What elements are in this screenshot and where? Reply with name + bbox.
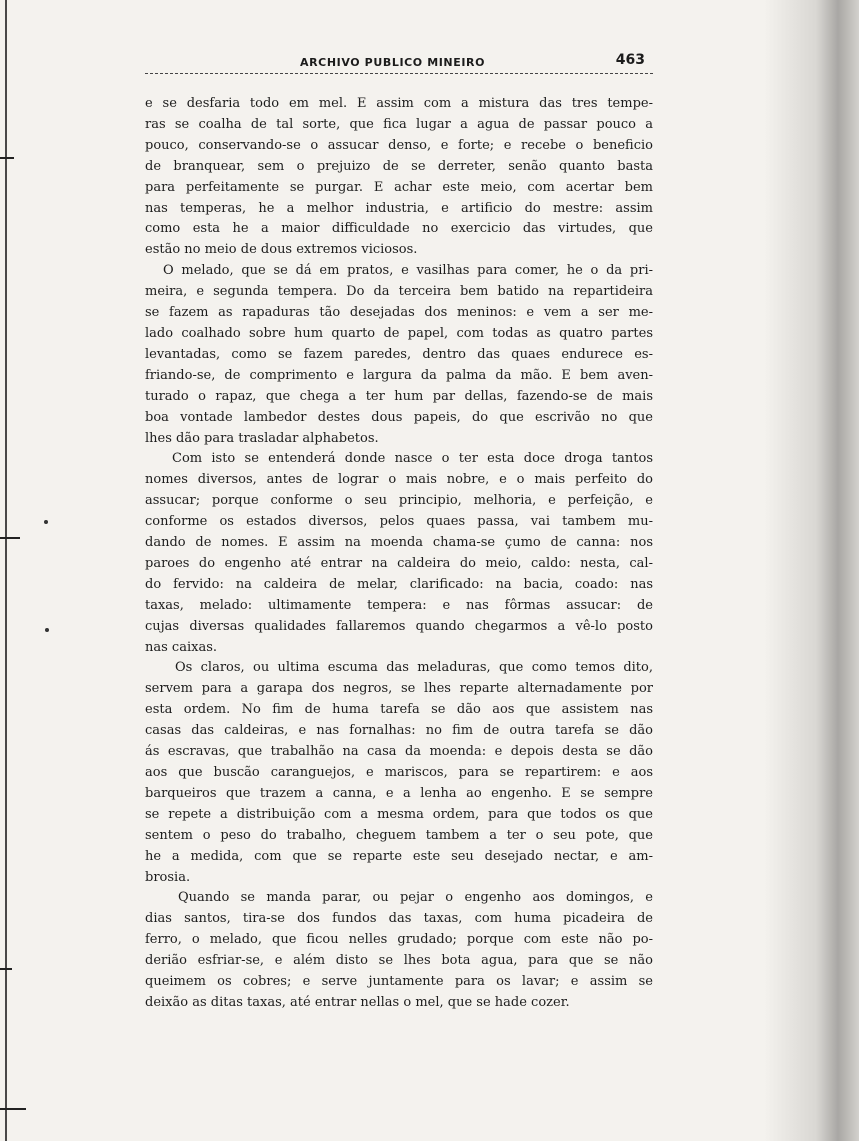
text-line: brosia. bbox=[145, 869, 191, 885]
margin-speck bbox=[45, 628, 49, 632]
text-line: e se desfaria todo em mel. E assim com a mistura das tres tempe- bbox=[145, 96, 653, 111]
text-line: esta ordem. No fim de huma tarefa se dão aos que assistem nas bbox=[145, 702, 653, 718]
text-line: assucar; porque conforme o seu principio, melhoria, e perfeição, e bbox=[145, 493, 653, 509]
text-line: levantadas, como se fazem paredes, dentro das quaes endurece es- bbox=[145, 346, 653, 362]
text-line: friando-se, de comprimento e largura da palma da mão. E bem aven- bbox=[145, 367, 653, 383]
text-line: boa vontade lambedor destes dous papeis, do que escrivão no que bbox=[145, 409, 653, 425]
text-line: casas das caldeiras, e nas fornalhas: no fim de outra tarefa se dão bbox=[145, 723, 653, 739]
margin-speck bbox=[44, 520, 48, 524]
text-line: Os claros, ou ultima escuma das meladuras, que como temos dito, bbox=[175, 660, 653, 676]
text-line: conforme os estados diversos, pelos quaes passa, vai tambem mu- bbox=[145, 514, 653, 530]
page-edge-shadow bbox=[764, 0, 859, 1141]
paragraph bbox=[145, 658, 653, 888]
text-line: ás escravas, que trabalhão na casa da moenda: e depois desta se dão bbox=[145, 744, 653, 760]
paragraph bbox=[145, 94, 653, 261]
text-line: O melado, que se dá em pratos, e vasilhas para comer, he o da pri- bbox=[163, 263, 653, 279]
text-line: barqueiros que trazem a canna, e a lenha ao engenho. E se sempre bbox=[145, 785, 653, 801]
header-rule bbox=[145, 73, 653, 74]
text-line: he a medida, com que se reparte este seu desejado nectar, e am- bbox=[145, 848, 653, 864]
text-line: estão no meio de dous extremos viciosos. bbox=[145, 242, 418, 258]
paragraph bbox=[145, 449, 653, 658]
binding-tick-mark bbox=[0, 537, 20, 539]
text-line: Com isto se entenderá donde nasce o ter esta doce droga tantos bbox=[172, 451, 653, 467]
body-text bbox=[145, 94, 653, 1014]
binding-tick-mark bbox=[0, 968, 12, 970]
text-line: dias santos, tira-se dos fundos das taxas, com huma picadeira de bbox=[145, 911, 653, 927]
binding-tick-mark bbox=[0, 157, 14, 159]
text-line: se repete a distribuição com a mesma ordem, para que todos os que bbox=[145, 806, 653, 822]
text-line: turado o rapaz, que chega a ter hum par dellas, fazendo-se de mais bbox=[145, 388, 653, 404]
text-line: lado coalhado sobre hum quarto de papel, com todas as quatro partes bbox=[145, 325, 653, 341]
text-line: Quando se manda parar, ou pejar o engenho aos domingos, e bbox=[178, 890, 653, 906]
running-header bbox=[145, 52, 653, 74]
running-header-title: ARCHIVO PUBLICO MINEIRO bbox=[300, 56, 486, 69]
text-line: ferro, o melado, que ficou nelles grudado; porque com este não po- bbox=[145, 932, 653, 948]
text-line: taxas, melado: ultimamente tempera: e nas fôrmas assucar: de bbox=[145, 597, 653, 613]
paragraph bbox=[145, 261, 653, 449]
paragraph bbox=[145, 888, 653, 1013]
text-line: dando de nomes. E assim na moenda chama-se çumo de canna: nos bbox=[145, 535, 653, 551]
text-line: derião esfriar-se, e além disto se lhes bota agua, para que se não bbox=[145, 953, 653, 969]
text-line: meira, e segunda tempera. Do da terceira bem batido na repartideira bbox=[145, 284, 653, 300]
page-number: 463 bbox=[615, 52, 645, 68]
binding-tick-mark bbox=[0, 1108, 26, 1110]
text-line: nomes diversos, antes de lograr o mais nobre, e o mais perfeito do bbox=[145, 472, 653, 488]
text-line: deixão as ditas taxas, até entrar nellas o mel, que se hade cozer. bbox=[145, 994, 570, 1010]
text-line: como esta he a maior difficuldade no exercicio das virtudes, que bbox=[145, 221, 653, 237]
text-line: se fazem as rapaduras tão desejadas dos meninos: e vem a ser me- bbox=[145, 305, 653, 321]
text-line: lhes dão para trasladar alphabetos. bbox=[145, 430, 379, 446]
text-line: servem para a garapa dos negros, se lhes reparte alternadamente por bbox=[145, 681, 653, 697]
text-line: do fervido: na caldeira de melar, clarificado: na bacia, coado: nas bbox=[145, 576, 653, 592]
text-line: aos que buscão caranguejos, e mariscos, para se repartirem: e aos bbox=[145, 765, 653, 780]
text-line: pouco, conservando-se o assucar denso, e forte; e recebe o beneficio bbox=[145, 137, 653, 153]
text-line: ras se coalha de tal sorte, que fica lugar a agua de passar pouco a bbox=[145, 116, 653, 132]
text-line: paroes do engenho até entrar na caldeira do meio, caldo: nesta, cal- bbox=[145, 555, 653, 571]
text-line: nas temperas, he a melhor industria, e artificio do mestre: assim bbox=[145, 200, 653, 216]
text-line: sentem o peso do trabalho, cheguem tambem a ter o seu pote, que bbox=[145, 827, 653, 843]
text-line: nas caixas. bbox=[145, 639, 218, 655]
text-line: de branquear, sem o prejuizo de se derreter, senão quanto basta bbox=[145, 158, 653, 174]
text-line: cujas diversas qualidades fallaremos quando chegarmos a vê-lo posto bbox=[145, 618, 653, 634]
text-line: queimem os cobres; e serve juntamente para os lavar; e assim se bbox=[145, 974, 653, 990]
text-line: para perfeitamente se purgar. E achar este meio, com acertar bem bbox=[145, 179, 653, 195]
